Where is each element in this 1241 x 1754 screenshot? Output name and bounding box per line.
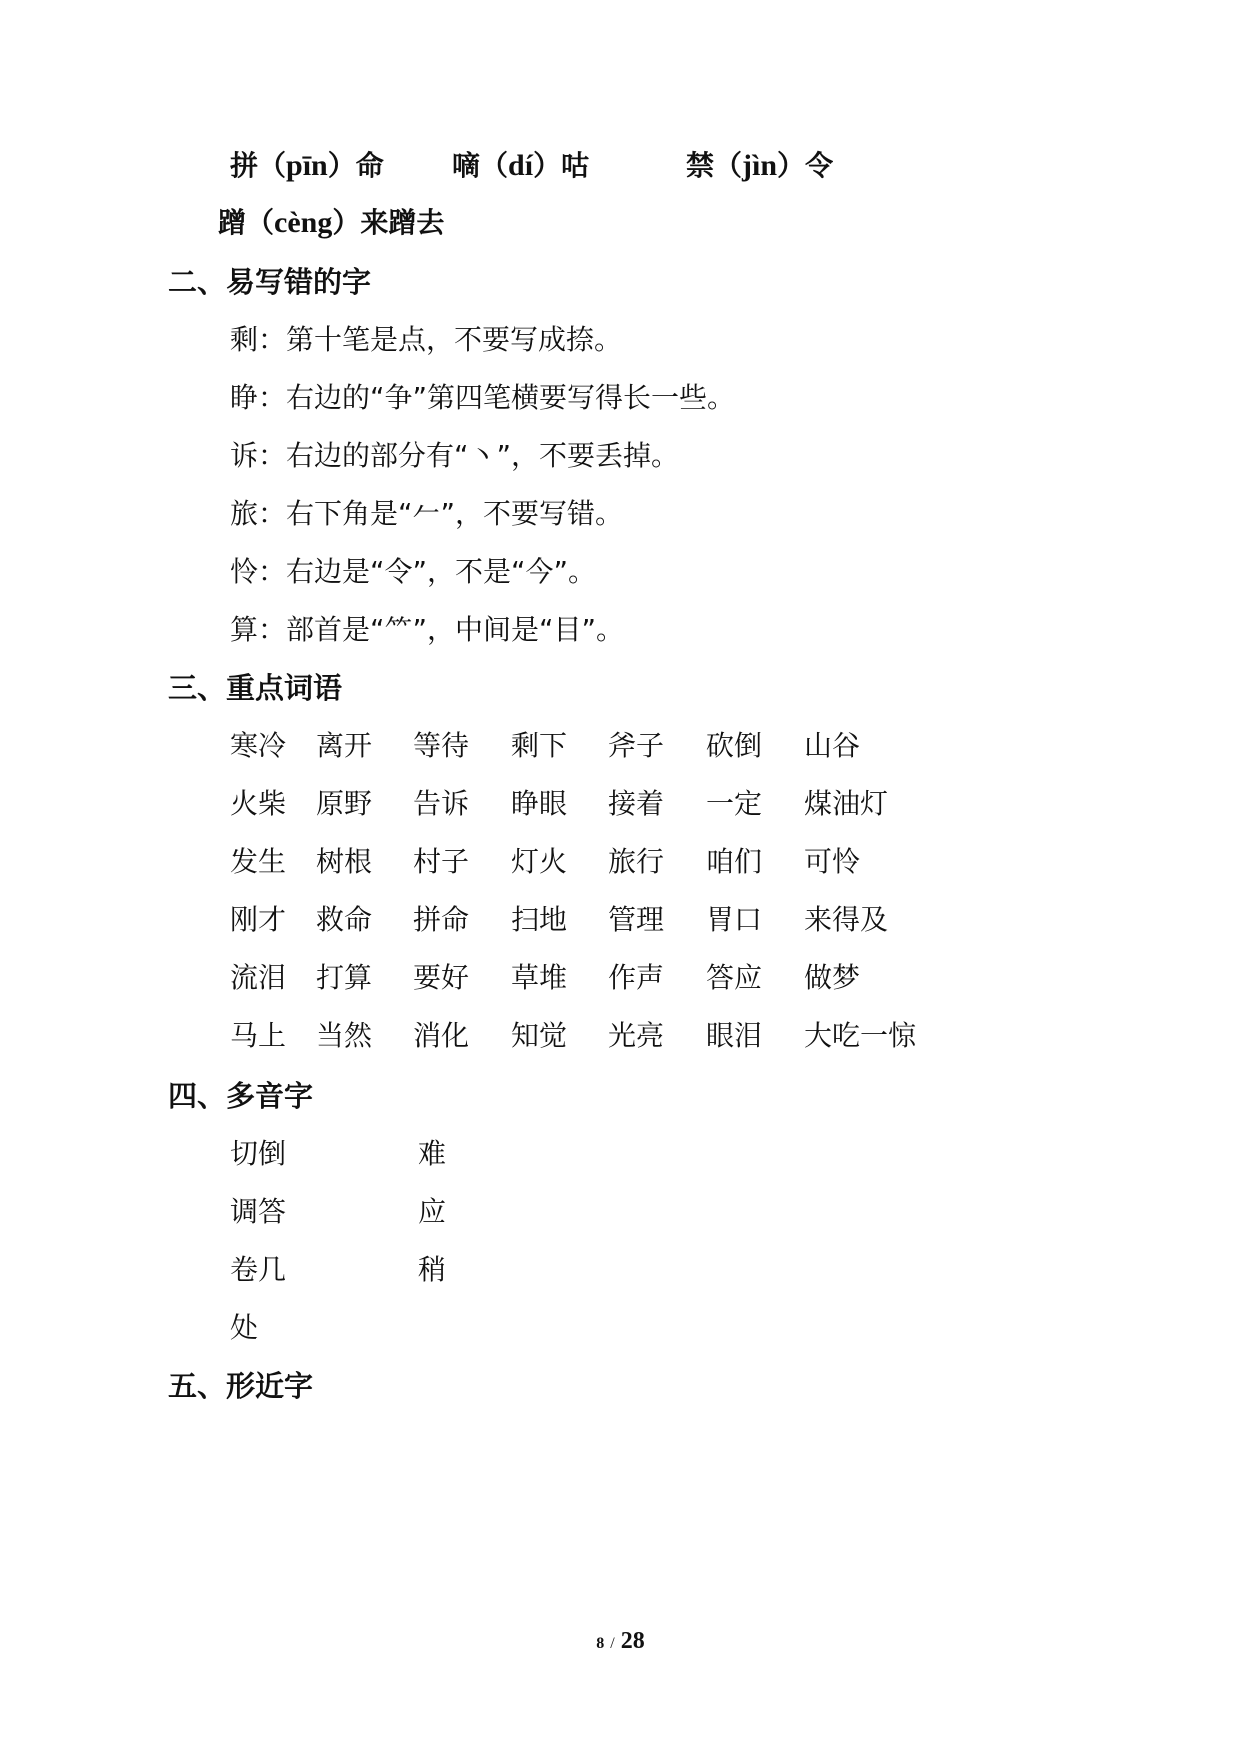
page-number (0, 1628, 1241, 1655)
pinyin-text: cèng (274, 206, 333, 239)
pinyin-item: 嘀（dí）咕 (452, 149, 590, 182)
vocabulary-word: 扫地 (511, 903, 568, 936)
vocabulary-word: 村子 (413, 845, 470, 878)
vocabulary-word: 光亮 (608, 1019, 665, 1052)
vocabulary-word: 树根 (316, 845, 373, 878)
vocabulary-word: 打算 (316, 961, 373, 994)
pinyin-item: 蹭（cèng）来蹭去 (218, 206, 445, 239)
section-heading-similar-chars: 五、形近字 (168, 1369, 314, 1403)
tricky-char-note: 剩：第十笔是点，不要写成捺。 (230, 323, 623, 356)
vocabulary-word: 煤油灯 (804, 787, 889, 820)
vocabulary-word: 接着 (608, 787, 665, 820)
vocabulary-word: 睁眼 (511, 787, 568, 820)
vocabulary-word: 寒冷 (230, 729, 287, 762)
vocabulary-word: 灯火 (511, 845, 568, 878)
pinyin-text: pīn (286, 149, 328, 182)
pinyin-char: 拼 (230, 149, 259, 182)
vocabulary-word: 告诉 (413, 787, 470, 820)
vocabulary-word: 做梦 (804, 961, 861, 994)
pinyin-text: jìn (742, 149, 778, 182)
vocabulary-word: 眼泪 (706, 1019, 763, 1052)
vocabulary-word: 刚才 (230, 903, 287, 936)
tricky-char-note: 怜：右边是“令”，不是“今”。 (230, 555, 597, 588)
vocabulary-word: 消化 (413, 1019, 470, 1052)
vocabulary-word: 大吃一惊 (804, 1019, 917, 1052)
tricky-char-note: 诉：右边的部分有“丶”，不要丢掉。 (230, 439, 680, 472)
vocabulary-word: 山谷 (804, 729, 861, 762)
pinyin-text: dí (508, 149, 534, 182)
vocabulary-word: 救命 (316, 903, 373, 936)
pinyin-char: 嘀 (452, 149, 481, 182)
total-pages: 28 (620, 1628, 645, 1654)
vocabulary-word: 作声 (608, 961, 665, 994)
vocabulary-word: 胃口 (706, 903, 763, 936)
vocabulary-word: 来得及 (804, 903, 889, 936)
vocabulary-word: 发生 (230, 845, 287, 878)
vocabulary-word: 管理 (608, 903, 665, 936)
vocabulary-word: 斧子 (608, 729, 665, 762)
vocabulary-word: 一定 (706, 787, 763, 820)
vocabulary-word: 当然 (316, 1019, 373, 1052)
polyphonic-word: 处 (230, 1311, 259, 1344)
pinyin-char: 来蹭去 (360, 206, 445, 239)
section-heading-key-words: 三、重点词语 (168, 671, 343, 705)
section-heading-tricky-chars: 二、易写错的字 (168, 265, 372, 299)
vocabulary-word: 答应 (706, 961, 763, 994)
section-heading-polyphonic: 四、多音字 (168, 1079, 314, 1113)
pinyin-item: 拼（pīn）命 (230, 149, 384, 182)
polyphonic-word: 卷几 (230, 1253, 287, 1286)
vocabulary-word: 草堆 (511, 961, 568, 994)
polyphonic-word: 难 (418, 1137, 447, 1170)
pinyin-item: 禁（jìn）令 (686, 149, 834, 182)
vocabulary-word: 流泪 (230, 961, 287, 994)
tricky-char-note: 旅：右下角是“𠂉”，不要写错。 (230, 497, 624, 530)
tricky-char-note: 算：部首是“⺮”，中间是“目”。 (230, 613, 625, 646)
vocabulary-word: 马上 (230, 1019, 287, 1052)
vocabulary-word: 知觉 (511, 1019, 568, 1052)
vocabulary-word: 旅行 (608, 845, 665, 878)
vocabulary-word: 要好 (413, 961, 470, 994)
vocabulary-word: 拼命 (413, 903, 470, 936)
vocabulary-word: 等待 (413, 729, 470, 762)
vocabulary-word: 可怜 (804, 845, 861, 878)
polyphonic-word: 应 (418, 1195, 447, 1228)
vocabulary-word: 离开 (316, 729, 373, 762)
vocabulary-word: 砍倒 (706, 729, 763, 762)
pinyin-char: 咕 (561, 149, 590, 182)
tricky-char-note: 睁：右边的“争”第四笔横要写得长一些。 (230, 381, 736, 414)
current-page: 8 (596, 1635, 605, 1652)
pinyin-char: 蹭 (218, 206, 247, 239)
polyphonic-word: 调答 (230, 1195, 287, 1228)
vocabulary-word: 咱们 (706, 845, 763, 878)
page-separator: / (610, 1635, 615, 1652)
polyphonic-word: 切倒 (230, 1137, 287, 1170)
vocabulary-word: 火柴 (230, 787, 287, 820)
vocabulary-word: 剩下 (511, 729, 568, 762)
pinyin-char: 令 (805, 149, 834, 182)
vocabulary-word: 原野 (316, 787, 373, 820)
pinyin-char: 禁 (686, 149, 715, 182)
polyphonic-word: 稍 (418, 1253, 447, 1286)
pinyin-char: 命 (355, 149, 384, 182)
